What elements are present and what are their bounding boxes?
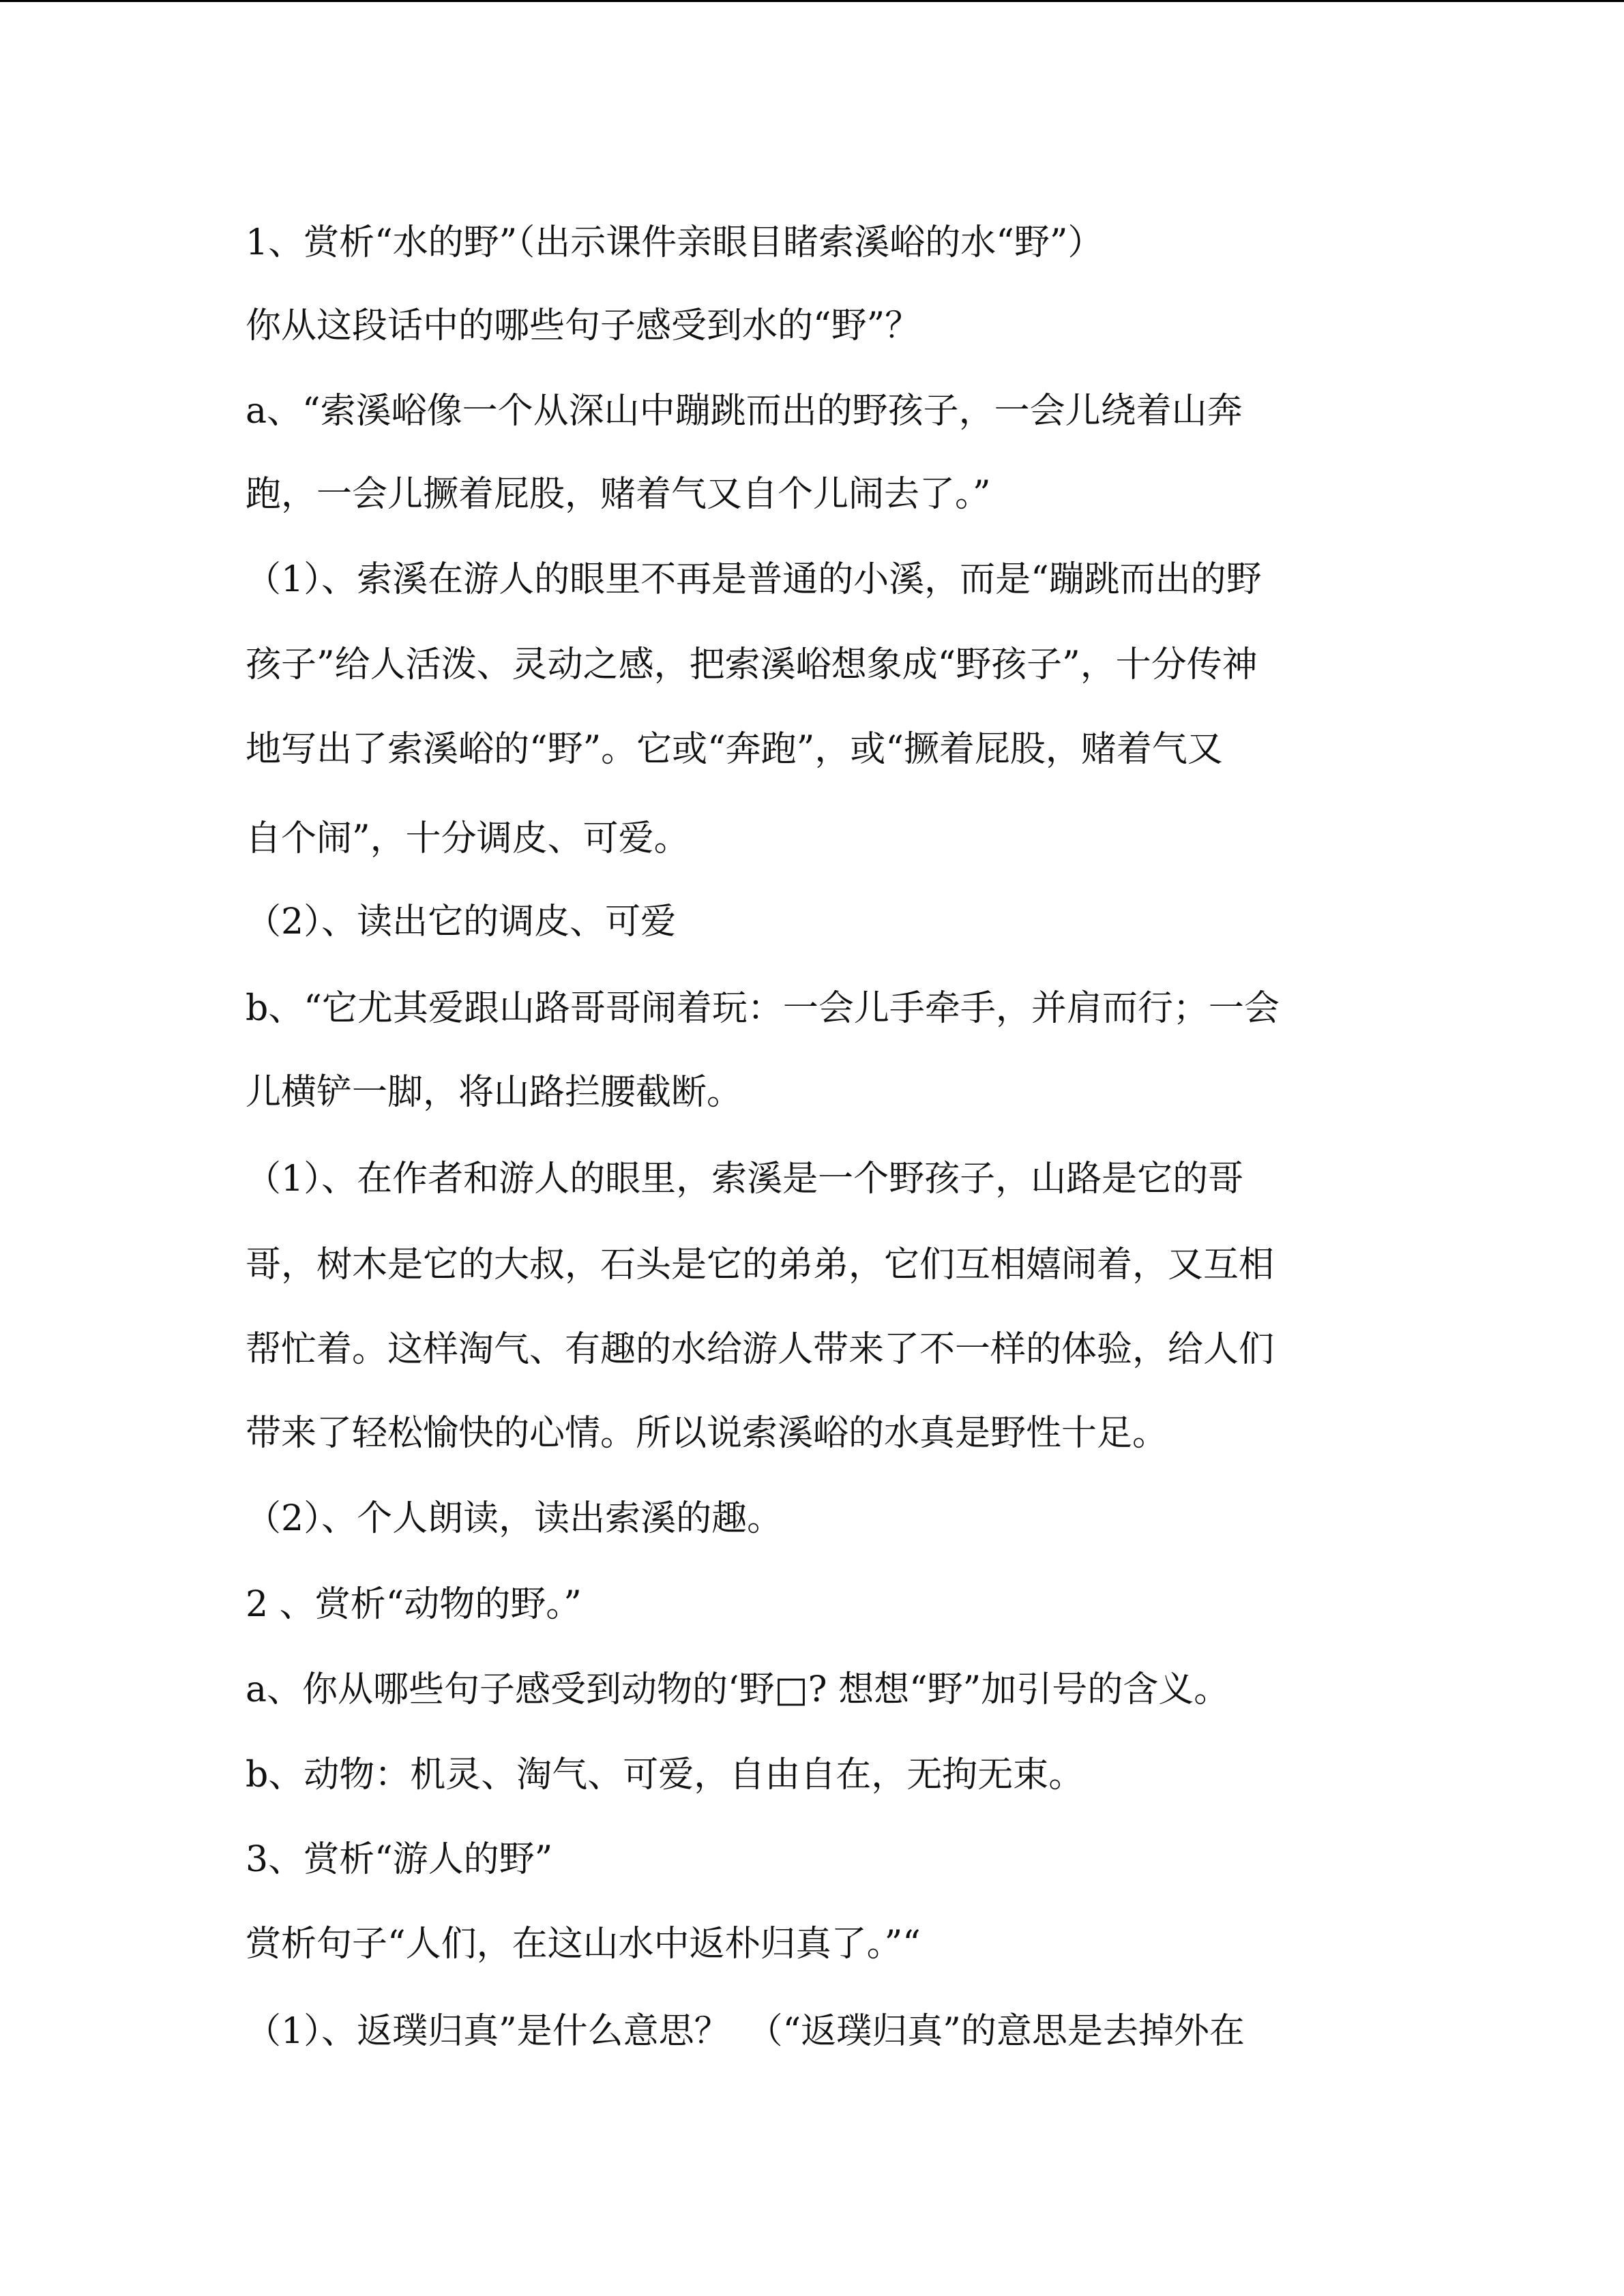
text-line: （1）、在作者和游人的眼里，索溪是一个野孩子，山路是它的哥 <box>246 1159 1244 1199</box>
text-line: 3、赏析“游人的野” <box>246 1839 553 1880</box>
text-line: a、你从哪些句子感受到动物的‘野□? 想想“野”加引号的含义。 <box>246 1669 1230 1710</box>
text-line: （2）、读出它的调皮、可爱 <box>246 901 677 942</box>
text-line: 哥，树木是它的大叔，石头是它的弟弟，它们互相嬉闹着，又互相 <box>246 1244 1275 1285</box>
text-line: 跑，一会儿撅着屁股，赌着气又自个儿闹去了。” <box>246 474 991 515</box>
text-line: （1）、索溪在游人的眼里不再是普通的小溪，而是“蹦跳而出的野 <box>246 559 1262 600</box>
text-line: a、“索溪峪像一个从深山中蹦跳而出的野孩子，一会儿绕着山奔 <box>246 391 1243 432</box>
text-line: b、动物：机灵、淘气、可爱，自由自在，无拘无束。 <box>246 1755 1084 1795</box>
text-line: 地写出了索溪峪的“野”。它或“奔跑”，或“撅着屁股，赌着气又 <box>246 729 1223 770</box>
text-line: b、“它尤其爱跟山路哥哥闹着玩：一会儿手牵手，并肩而行；一会 <box>246 988 1280 1029</box>
text-line: 自个闹”，十分调皮、可爱。 <box>246 818 690 859</box>
text-line: 带来了轻松愉快的心情。所以说索溪峪的水真是野性十足。 <box>246 1413 1168 1454</box>
text-line: （2）、个人朗读，读出索溪的趣。 <box>246 1498 783 1539</box>
text-line: 1、赏析“水的野”（出示课件亲眼目睹索溪峪的水“野”） <box>246 222 1104 263</box>
text-line: 儿横铲一脚，将山路拦腰截断。 <box>246 1072 743 1113</box>
text-line: 你从这段话中的哪些句子感受到水的“野”？ <box>246 305 921 346</box>
text-line: 2 、赏析“动物的野。” <box>246 1584 582 1625</box>
text-line: 孩子”给人活泼、灵动之感，把索溪峪想象成“野孩子”，十分传神 <box>246 644 1258 685</box>
text-line: 帮忙着。这样淘气、有趣的水给游人带来了不一样的体验，给人们 <box>246 1329 1275 1370</box>
text-line: （1）、返璞归真”是什么意思？ （“返璞归真”的意思是去掉外在 <box>246 2011 1245 2052</box>
text-line: 赏析句子“人们，在这山水中返朴归真了。”“ <box>246 1924 921 1965</box>
